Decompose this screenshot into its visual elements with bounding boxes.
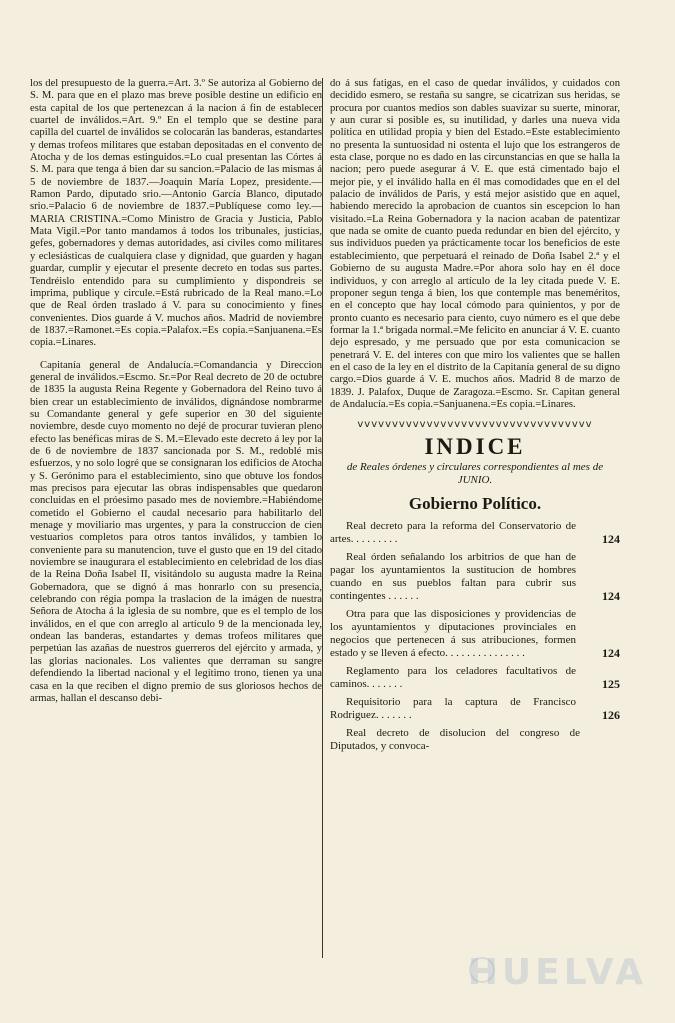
index-entry-text: Real decreto para la reforma del Conservatorio de artes. . . . . . . . . [330,520,576,546]
index-entry-text: Otra para que las disposiciones y providencias de los ayuntamientos y diputaciones provinciales en negocios que pertenecen á sus atribuciones, formen estado y se lleven á efecto. . . . . . . . . . . . . . . [330,608,576,660]
index-entry-text: Real decreto de disolucion del congreso de Diputados, y convoca- [330,727,580,753]
index-entry [330,520,620,546]
right-paragraph: do á sus fatigas, en el caso de quedar inválidos, y cuidados con decidido esmero, se restaña su sangre, se cicatrizan sus heridas, se procura por cuantos medios son dables suavizar su suerte, minorar, y aun curar si posible es, su inutilidad, y darles una nueva vida política en utilidad propia y bien del Estado.=Este establecimiento no presenta la suntuosidad ni ostenta el lujo que los estrangeros de esta clase, porque no es dado en las circunstancias en que se halla la nacion; pero puede asegurar á V. E. que está cimentado bajo el mejor pie, y el inválido halla en él mas comodidades que en el del palacio de inválidos de Paris, y está mejor asistido que en aquel, habiendo merecido la aprobacion de cuantos sin escepcion lo han visitado.=La Reina Gobernadora y la nacion acaban de patentizar que nada se omite de cuanto pueda redundar en bien del ejército, y sus individuos pueden ya prácticamente tocar los beneficios de este establecimiento, que perpetuará el reinado de Doña Isabel 2.ª y el Gobierno de su augusta Madre.=Por ahora solo hay en él doce individuos, y con arreglo al artículo de la ley citada puede V. E. proponer segun tenga á bien, los que contemple mas beneméritos, en el concepto que hay local cómodo para quinientos, y por de pronto cuanto es necesario para ciento, cuyo número es el que debe formar la 1.ª brigada normal.=Me felicito en anunciar á V. E. cuanto dejo espresado, y me persuado que por esta comunicacion se penetrará V. E. del interes con que miro los valientes que se hallen en el caso de la ley en el distrito de la Capitanía general de su digno cargo.=Dios guarde á V. E. muchos años. Madrid 8 de marzo de 1839. J. Palafox, Duque de Zaragoza.=Escmo. Sr. Capitan general de Andalucía.=Es copia.=Sanjuanena.=Es copia.=Linares. [330,78,620,410]
index-entry-page: 124 [602,532,620,547]
index-entry-page: 126 [602,708,620,723]
index-subtitle: de Reales órdenes y circulares correspondientes al mes de JUNIO. [346,461,604,486]
index-entry-page: 124 [602,589,620,604]
index-entry-text: Reglamento para los celadores facultativos de caminos. . . . . . . [330,665,576,691]
index-entry [330,727,620,753]
index-entry [330,608,620,660]
index-entry-page: 124 [602,646,620,661]
watermark-text: HUELVA [467,952,647,993]
left-paragraph-1: los del presupuesto de la guerra.=Art. 3.º Se autoriza al Gobierno de S. M. para que en el plazo mas breve posible destine un edificio en esta capital de los que pertenezcan á la nacion á fin de establecer cuartel de inválidos.=Art. 9.º En el templo que se destine para capilla del cuartel de inválidos se colocarán las banderas, estandartes y demas trofeos militares que estaban depositadas en el convento de Atocha y de los demas estinguidos.=Lo cual presentan las Córtes á S. M. para que tenga á bien dar su sancion.=Palacio de las mismas á 5 de noviembre de 1837.—Joaquin María Lopez, presidente.—Ramon Pardo, diputado srio.—Antonio García Blanco, diputado srio.=Palacio 6 de noviembre de 1837.=Publíquese como ley.—MARIA CRISTINA.=Como Ministro de Gracia y Justicia, Pablo Mata Vigil.=Por tanto mandamos á todos los tribunales, justicias, gefes, gobernadores y demas autoridades, así civiles como militares y eclesiásticas de cualquiera clase y dignidad, que guarden y hagan guardar, cumplir y ejecutar el presente decreto en todas sus partes. Tendréislo entendido para su cumplimiento y dispondreis se imprima, publique y circule.=Está rubricado de la Real mano.=Lo que de Real órden traslado á V. para su conocimiento y fines convenientes. Dios guarde á V. muchos años. Madrid de noviembre de 1837.=Ramonet.=Es copia.=Palafox.=Es copia.=Sanjuanena.=Es copia.=Linares. [30,78,322,349]
left-column [30,78,322,958]
index-title: INDICE [424,434,526,460]
ornament-divider: vvvvvvvvvvvvvvvvvvvvvvvvvvvvvvvvvv [357,419,593,431]
section-title: Gobierno Político. [408,494,542,514]
index-entry-text: Requisitorio para la captura de Francisco Rodriguez. . . . . . . [330,696,576,722]
index-entry [330,551,620,603]
index-entry [330,696,620,722]
left-paragraph-2: Capitanía general de Andalucía.=Comandancia y Direccion general de inválidos.=Escmo. Sr.=Por Real decreto de 20 de octubre de 1835 la augusta Reina Regente y Gobernadora del Reino tuvo á bien crear un establecimiento de inválidos, dignándose nombrarme su Comandante general y gefe superior en 30 del siguiente noviembre, desde cuyo momento no dejé de procurar tuvieran pleno efecto las benéficas miras de S. M.=Elevado este decreto á ley por la de 6 de noviembre de 1837 sancionada por S. M., redoblé mis esfuerzos, y no solo logré que se consignaran los edificios de Atocha y S. Gerónimo para el establecimiento, sino que obtuve los fondos mas precisos para ejecutar las obras indispensables que quedaron concluidas en el próesimo pasado mes de noviembre.=Habiéndome cometido el Gobierno el caudal necesario para habilitarlo del menage y moviliario mas urgentes, y para la construccion de cien vestuarios completos para otros tantos inválidos, y tambien lo conveniente para su manutencion, tuve el gusto que en 19 del citado noviembre se inaugurara el establecimiento en celebridad de los dias de la Reina Doña Isabel II, visitándolo su augusta madre la Reina Gobernadora, que se dignó á mas honrarlo con su presencia, celebrando con régia pompa la traslacion de la imágen de nuestra Señora de Atocha á la iglesia de su nombre, que es el templo de los inválidos, en el que con arreglo al artículo 9 de la mencionada ley, ondean las banderas, estandartes y demas trofeos militares que perpetúan las azañas de nuestros guerreros del ejército y armada, y las glorias nacionales. Los valientes que derraman su sangre defendiendo la libertad nacional y el legítimo trono, tienen ya una casa en la que reciben el digno premio de sus gloriosos hechos de armas, hallan el descanso debi- [30,359,322,704]
index-entry [330,665,620,691]
right-column [322,78,620,958]
index-entry-text: Real órden señalando los arbitrios de que han de pagar los ayuntamientos la sustitucion de hombres cuando en sus pueblos faltan para cubrir sus contingentes . . . . . . [330,551,576,603]
index-entry-page: 125 [602,677,620,692]
